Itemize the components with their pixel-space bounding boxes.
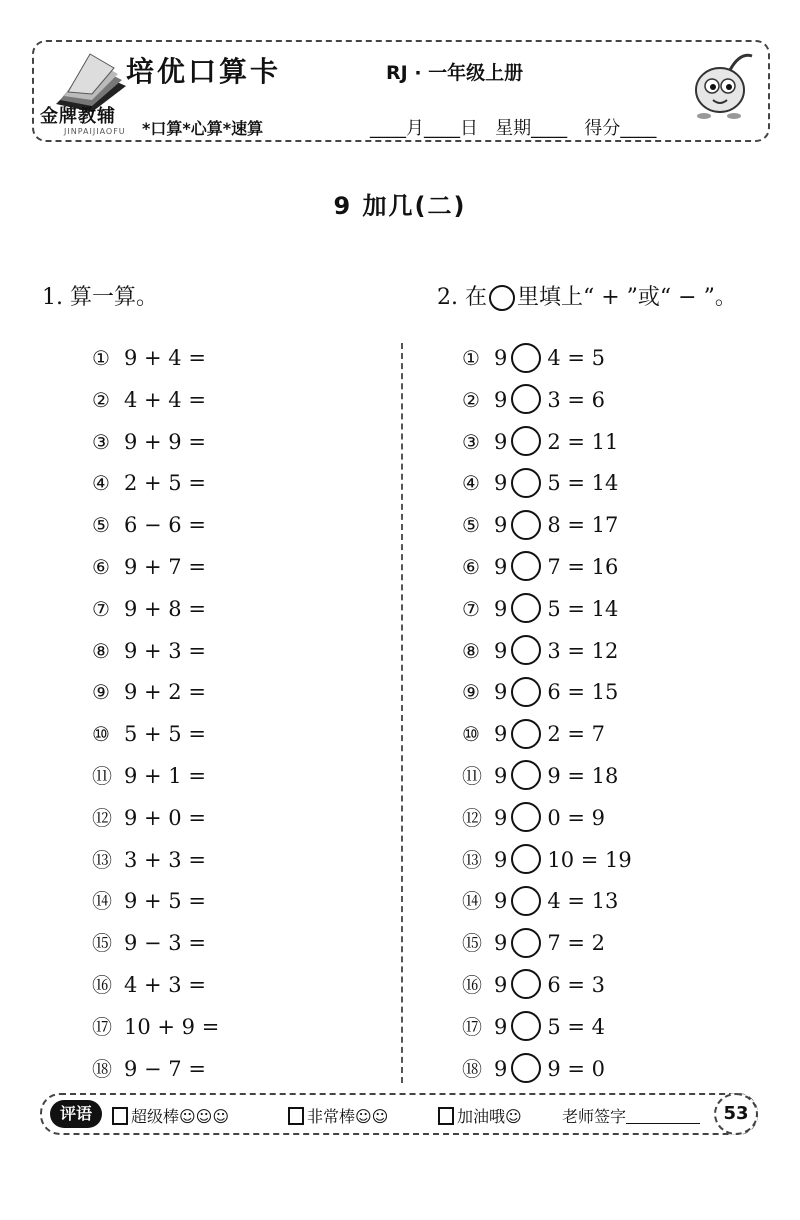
rating-label: 加油哦☺ <box>457 1107 522 1126</box>
fill-item <box>462 674 632 716</box>
right-expression: 7 = 2 <box>547 931 606 956</box>
fill-item <box>462 967 632 1009</box>
problem-item <box>92 424 219 466</box>
page-number: 53 <box>714 1093 758 1135</box>
problem-number: ⑮ <box>92 931 112 956</box>
problem-item <box>92 800 219 842</box>
fill-item <box>462 883 632 925</box>
fill-item <box>462 424 632 466</box>
problem-expression: 10 + 9 = <box>124 1014 220 1039</box>
fill-item <box>462 925 632 967</box>
operator-blank[interactable] <box>511 928 541 958</box>
problem-number: ⑰ <box>462 1014 482 1039</box>
fill-item <box>462 633 632 675</box>
problem-number: ⑤ <box>462 513 480 538</box>
problem-item <box>92 842 219 884</box>
problem-number: ⑪ <box>92 763 112 788</box>
problem-expression: 9 + 9 = <box>124 429 206 454</box>
problem-item <box>92 1009 219 1051</box>
problem-item <box>92 1051 219 1093</box>
problem-expression: 2 + 5 = <box>124 471 206 496</box>
operator-blank[interactable] <box>511 1053 541 1083</box>
section1-list <box>92 340 219 1092</box>
right-expression: 5 = 4 <box>547 1014 606 1039</box>
section2-heading-after: 里填上“ + ”或“ − ”。 <box>516 285 737 310</box>
problem-expression: 4 + 4 = <box>124 387 206 412</box>
operator-blank[interactable] <box>511 384 541 414</box>
operator-blank[interactable] <box>511 677 541 707</box>
rating-checkbox[interactable] <box>112 1107 128 1125</box>
section1-heading: 1. 算一算。 <box>42 285 158 310</box>
left-operand: 9 <box>494 722 508 747</box>
problem-item <box>92 967 219 1009</box>
problem-number: ⑱ <box>92 1056 112 1081</box>
problem-number: ⑨ <box>92 680 110 705</box>
problem-number: ⑨ <box>462 680 480 705</box>
problem-number: ⑮ <box>462 931 482 956</box>
problem-number: ⑰ <box>92 1014 112 1039</box>
problem-item <box>92 716 219 758</box>
left-operand: 9 <box>494 847 508 872</box>
problem-number: ⑯ <box>462 972 482 997</box>
comment-badge: 评语 <box>50 1100 102 1128</box>
operator-blank[interactable] <box>511 635 541 665</box>
problem-number: ⑦ <box>462 596 480 621</box>
problem-number: ④ <box>92 471 110 496</box>
problem-number: ⑬ <box>462 847 482 872</box>
problem-item <box>92 633 219 675</box>
problem-item <box>92 883 219 925</box>
left-operand: 9 <box>494 680 508 705</box>
problem-number: ⑤ <box>92 513 110 538</box>
operator-blank[interactable] <box>511 760 541 790</box>
left-operand: 9 <box>494 931 508 956</box>
right-expression: 9 = 18 <box>547 763 619 788</box>
rating-label: 非常棒☺☺ <box>307 1107 389 1126</box>
problem-expression: 3 + 3 = <box>124 847 206 872</box>
right-expression: 9 = 0 <box>547 1056 606 1081</box>
right-expression: 2 = 11 <box>547 429 619 454</box>
fill-item <box>462 549 632 591</box>
problem-number: ⑩ <box>462 722 480 747</box>
problem-number: ⑧ <box>92 638 110 663</box>
problem-number: ① <box>462 346 480 370</box>
grade-label: RJ · 一年级上册 <box>386 62 524 84</box>
right-expression: 8 = 17 <box>547 513 619 538</box>
header-banner <box>32 40 770 142</box>
problem-expression: 9 + 7 = <box>124 554 206 579</box>
problem-number: ⑩ <box>92 722 110 747</box>
fill-item <box>462 758 632 800</box>
right-expression: 5 = 14 <box>547 471 619 496</box>
teacher-signature <box>562 1104 700 1127</box>
left-operand: 9 <box>494 596 508 621</box>
fill-item <box>462 1051 632 1093</box>
section2-list <box>462 340 632 1092</box>
problem-number: ② <box>92 387 110 412</box>
fill-item <box>462 716 632 758</box>
operator-blank[interactable] <box>511 593 541 623</box>
problem-number: ① <box>92 346 110 370</box>
problem-number: ⑥ <box>92 554 110 579</box>
operator-blank[interactable] <box>511 844 541 874</box>
rating-checkbox[interactable] <box>438 1107 454 1125</box>
fill-item <box>462 507 632 549</box>
problem-number: ⑬ <box>92 847 112 872</box>
problem-number: ⑯ <box>92 972 112 997</box>
problem-expression: 9 + 3 = <box>124 638 206 663</box>
operator-blank[interactable] <box>511 719 541 749</box>
right-expression: 4 = 13 <box>547 889 619 914</box>
left-operand: 9 <box>494 763 508 788</box>
left-operand: 9 <box>494 1056 508 1081</box>
problem-expression: 9 + 0 = <box>124 805 206 830</box>
problem-number: ⑫ <box>462 805 482 830</box>
left-operand: 9 <box>494 972 508 997</box>
problem-expression: 9 + 8 = <box>124 596 206 621</box>
brand-subtitle: JINPAIJIAOFU <box>64 127 126 136</box>
operator-blank[interactable] <box>511 426 541 456</box>
operator-blank[interactable] <box>511 802 541 832</box>
problem-item <box>92 382 219 424</box>
problem-number: ② <box>462 387 480 412</box>
problem-number: ⑭ <box>462 889 482 914</box>
problem-expression: 9 − 7 = <box>124 1056 206 1081</box>
rating-great <box>288 1104 388 1127</box>
problem-item <box>92 758 219 800</box>
operator-blank[interactable] <box>511 551 541 581</box>
problem-item <box>92 591 219 633</box>
problem-number: ⑪ <box>462 763 482 788</box>
left-operand: 9 <box>494 387 508 412</box>
right-expression: 4 = 5 <box>547 346 606 370</box>
problem-number: ③ <box>92 429 110 454</box>
problem-item <box>92 507 219 549</box>
problem-number: ⑭ <box>92 889 112 914</box>
problem-expression: 6 − 6 = <box>124 513 206 538</box>
operator-blank[interactable] <box>511 1011 541 1041</box>
right-expression: 6 = 3 <box>547 972 606 997</box>
fill-item <box>462 382 632 424</box>
left-operand: 9 <box>494 638 508 663</box>
evaluation-footer <box>40 1093 758 1135</box>
left-operand: 9 <box>494 429 508 454</box>
operator-blank[interactable] <box>511 343 541 373</box>
rating-checkbox[interactable] <box>288 1107 304 1125</box>
problem-number: ⑫ <box>92 805 112 830</box>
right-expression: 5 = 14 <box>547 596 619 621</box>
operator-blank[interactable] <box>511 969 541 999</box>
date-score-line: ____月____日 星期____ 得分____ <box>370 118 657 139</box>
page-title: 9 加几(二) <box>333 192 467 220</box>
blank-circle-icon <box>489 285 515 311</box>
column-divider <box>401 343 403 1083</box>
card-title: 培优口算卡 <box>126 55 282 88</box>
right-expression: 2 = 7 <box>547 722 606 747</box>
fill-item <box>462 800 632 842</box>
fill-item <box>462 842 632 884</box>
section2-heading-before: 2. 在 <box>437 285 487 310</box>
section2-heading <box>437 280 737 311</box>
right-expression: 3 = 12 <box>547 638 619 663</box>
problem-number: ⑧ <box>462 638 480 663</box>
problem-item <box>92 925 219 967</box>
problem-item <box>92 674 219 716</box>
rating-super <box>112 1104 229 1127</box>
right-expression: 3 = 6 <box>547 387 606 412</box>
problem-number: ⑱ <box>462 1056 482 1081</box>
left-operand: 9 <box>494 346 508 370</box>
right-expression: 10 = 19 <box>547 847 632 872</box>
left-operand: 9 <box>494 1014 508 1039</box>
signature-line[interactable] <box>626 1107 700 1124</box>
left-operand: 9 <box>494 471 508 496</box>
operator-blank[interactable] <box>511 886 541 916</box>
left-operand: 9 <box>494 889 508 914</box>
operator-blank[interactable] <box>511 468 541 498</box>
right-expression: 6 = 15 <box>547 680 619 705</box>
problem-item <box>92 465 219 507</box>
mascot-icon <box>680 42 760 122</box>
problem-expression: 9 + 5 = <box>124 889 206 914</box>
problem-expression: 9 + 4 = <box>124 346 206 370</box>
problem-expression: 9 + 2 = <box>124 680 206 705</box>
brand-name: 金牌教辅 <box>40 106 116 127</box>
problem-expression: 9 + 1 = <box>124 763 206 788</box>
fill-item <box>462 465 632 507</box>
left-operand: 9 <box>494 805 508 830</box>
right-expression: 7 = 16 <box>547 554 619 579</box>
fill-item <box>462 340 632 382</box>
left-operand: 9 <box>494 513 508 538</box>
right-expression: 0 = 9 <box>547 805 606 830</box>
left-operand: 9 <box>494 554 508 579</box>
problem-number: ⑥ <box>462 554 480 579</box>
fill-item <box>462 591 632 633</box>
rating-keep-going <box>438 1104 522 1127</box>
problem-expression: 9 − 3 = <box>124 931 206 956</box>
problem-number: ④ <box>462 471 480 496</box>
rating-label: 超级棒☺☺☺ <box>131 1107 230 1126</box>
fill-item <box>462 1009 632 1051</box>
teacher-label: 老师签字 <box>562 1107 627 1126</box>
problem-number: ⑦ <box>92 596 110 621</box>
problem-expression: 4 + 3 = <box>124 972 206 997</box>
problem-item <box>92 549 219 591</box>
operator-blank[interactable] <box>511 510 541 540</box>
problem-number: ③ <box>462 429 480 454</box>
problem-expression: 5 + 5 = <box>124 722 206 747</box>
problem-item <box>92 340 219 382</box>
tagline: *口算*心算*速算 <box>142 119 264 138</box>
